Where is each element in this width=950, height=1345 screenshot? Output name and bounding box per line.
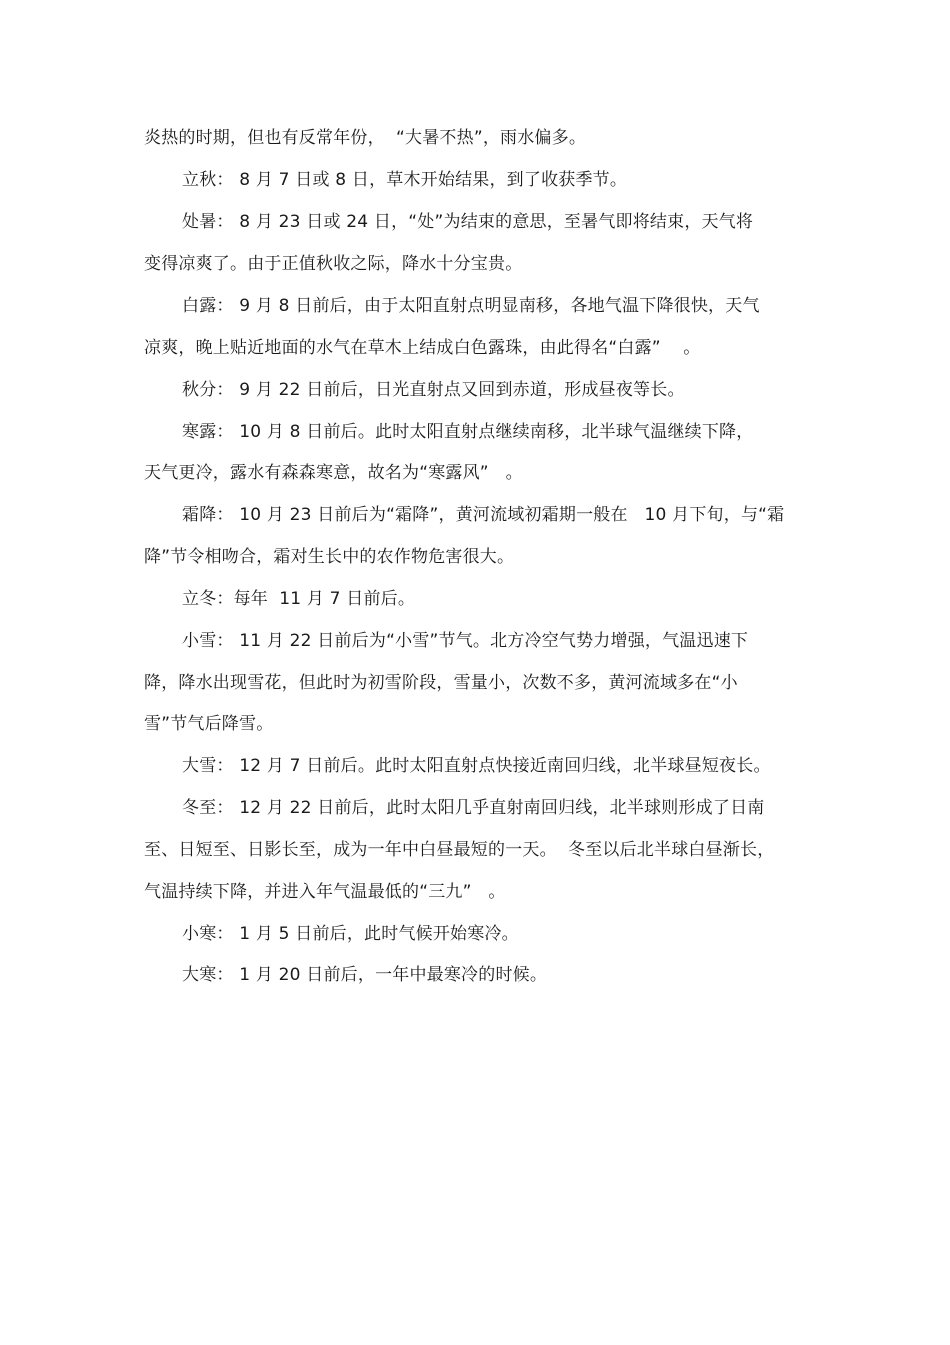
- text-line: 至、日短至、日影长至，成为一年中白昼最短的一天。 冬至以后北半球白昼渐长，: [144, 840, 775, 860]
- text-line: 变得凉爽了。由于正值秋收之际，降水十分宝贵。: [144, 254, 523, 274]
- text-line-qiufen: 秋分： 9 月 22 日前后，日光直射点又回到赤道，形成昼夜等长。: [182, 380, 685, 400]
- text-line: 降，降水出现雪花，但此时为初雪阶段，雪量小，次数不多，黄河流域多在“小: [144, 673, 738, 693]
- text-line: 天气更冷，露水有森森寒意，故名为“寒露风” 。: [144, 463, 523, 483]
- text-line-liqiu: 立秋： 8 月 7 日或 8 日，草木开始结果，到了收获季节。: [182, 170, 628, 190]
- text-line-chushu: 处暑： 8 月 23 日或 24 日，“处”为结束的意思，至暑气即将结束，天气将: [182, 212, 754, 232]
- text-line: 凉爽，晚上贴近地面的水气在草木上结成白色露珠，由此得名“白露” 。: [144, 338, 701, 358]
- text-line-hanlu: 寒露： 10 月 8 日前后。此时太阳直射点继续南移，北半球气温继续下降，: [182, 422, 754, 442]
- text-line-dahan: 大寒： 1 月 20 日前后，一年中最寒冷的时候。: [182, 965, 548, 985]
- text-line-shuangjiang: 霜降： 10 月 23 日前后为“霜降”，黄河流域初霜期一般在 10 月下旬，与“霜: [182, 505, 785, 525]
- text-line-lidong: 立冬：每年 11 月 7 日前后。: [182, 589, 416, 609]
- text-line: 气温持续下降，并进入年气温最低的“三九” 。: [144, 882, 506, 902]
- text-line-daxue: 大雪： 12 月 7 日前后。此时太阳直射点快接近南回归线，北半球昼短夜长。: [182, 756, 771, 776]
- text-line-xiaoxue: 小雪： 11 月 22 日前后为“小雪”节气。北方冷空气势力增强，气温迅速下: [182, 631, 749, 651]
- text-line: 炎热的时期，但也有反常年份， “大暑不热”，雨水偏多。: [144, 128, 587, 148]
- text-line-dongzhi: 冬至： 12 月 22 日前后，此时太阳几乎直射南回归线，北半球则形成了日南: [182, 798, 765, 818]
- text-line: 雪”节气后降雪。: [144, 714, 274, 734]
- text-line-bailu: 白露： 9 月 8 日前后，由于太阳直射点明显南移，各地气温下降很快，天气: [182, 296, 760, 316]
- text-line-xiaohan: 小寒： 1 月 5 日前后，此时气候开始寒冷。: [182, 924, 519, 944]
- text-line: 降”节令相吻合，霜对生长中的农作物危害很大。: [144, 547, 515, 567]
